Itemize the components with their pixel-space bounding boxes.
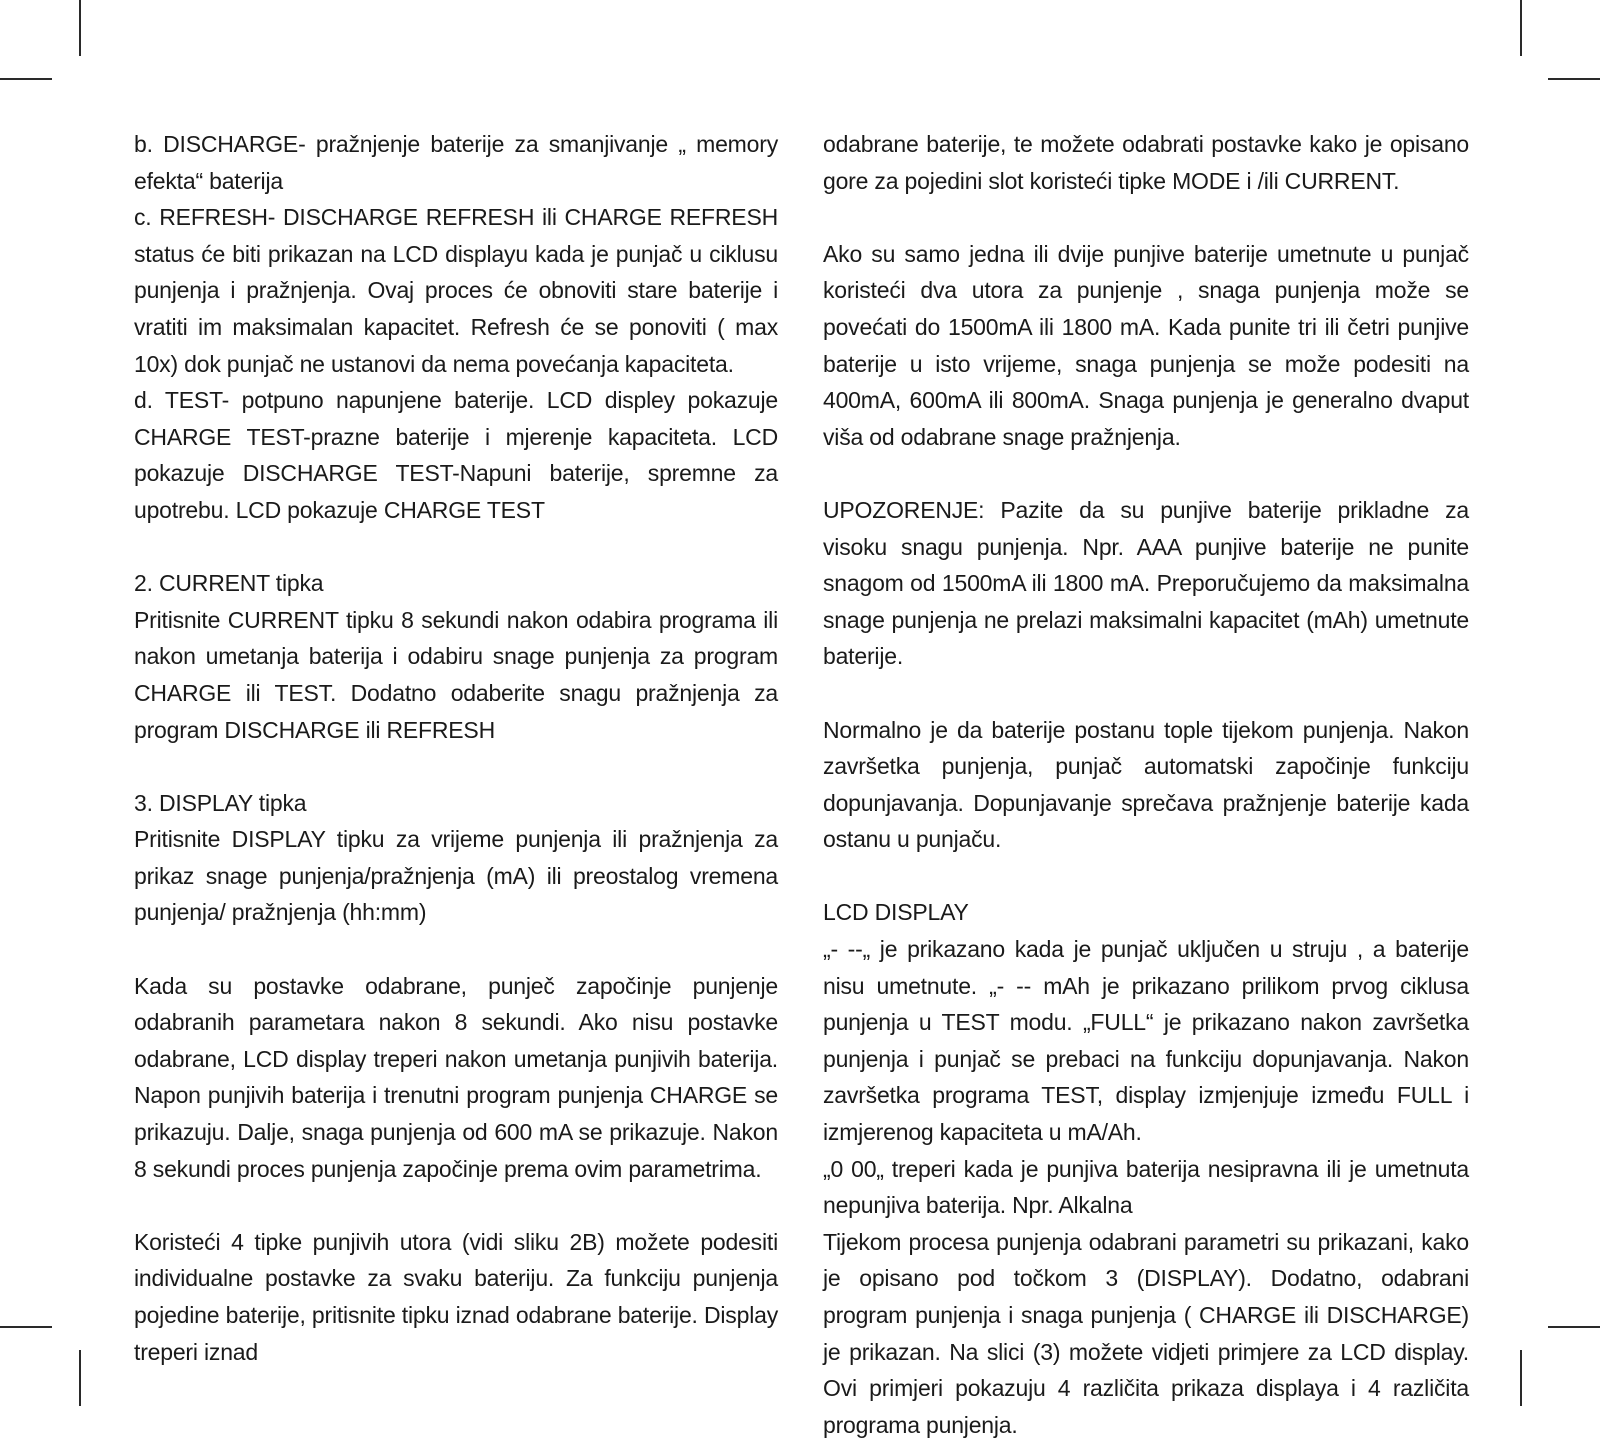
paragraph: Tijekom procesa punjenja odabrani parametri su prikazani, kako je opisano pod točkom 3 (DISPLAY). Dodatno, odabrani program punjenja i snaga punjenja ( CHARGE ili DISCHARGE) je prikazan. Na slici (3) možete vidjeti primjere za LCD display. Ovi primjeri pokazuju 4 različita prikaza displaya i 4 različita programa punjenja.: [823, 1228, 1469, 1438]
section-heading: 2. CURRENT tipka: [134, 570, 324, 597]
crop-mark-bottom-left-h: [0, 1326, 52, 1328]
paragraph: d. TEST- potpuno napunjene baterije. LCD displey pokazuje CHARGE TEST-prazne baterije i mjerenje kapaciteta. LCD pokazuje DISCHARGE TEST-Napuni baterije, spremne za upotrebu. LCD pokazuje CHARGE TEST: [134, 387, 778, 523]
crop-mark-bottom-right: [1520, 1350, 1522, 1406]
right-column: [823, 126, 1469, 1443]
paragraph: Normalno je da baterije postanu tople tijekom punjenja. Nakon završetka punjenja, punjač automatski započinje funkciju dopunjavanja. Dopunjavanje sprečava pražnjenje baterije kada ostanu u punjaču.: [823, 716, 1469, 853]
crop-mark-bottom-left: [79, 1350, 81, 1406]
paragraph: „- --„ je prikazano kada je punjač uključen u struju , a baterije nisu umetnute. „- -- mAh je prikazano prilikom prvog ciklusa punjenja u TEST modu. „FULL“ je prikazano nakon završetka punjenja i punjač se prebaci na funkciju dopunjavanja. Nakon završetka programa TEST, display izmjenjuje između FULL i izmjerenog kapaciteta u mA/Ah.: [823, 936, 1469, 1146]
warning-paragraph: UPOZORENJE: Pazite da su punjive baterije prikladne za visoku snagu punjenja. Npr. AAA punjive baterije ne punite snagom od 1500mA ili 1800 mA. Preporučujemo da maksimalna snage punjenja ne prelazi maksimalni kapacitet (mAh) umetnute baterije.: [823, 496, 1469, 670]
paragraph: c. REFRESH- DISCHARGE REFRESH ili CHARGE REFRESH status će biti prikazan na LCD displayu kada je punjač u ciklusu punjenja i pražnjenja. Ovaj proces će obnoviti stare baterije i vratiti im maksimalan kapacitet. Refresh će se ponoviti ( max 10x) dok punjač ne ustanovi da nema povećanja kapaciteta.: [134, 204, 778, 377]
section-heading: 3. DISPLAY tipka: [134, 789, 307, 816]
paragraph: b. DISCHARGE- pražnjenje baterije za smanjivanje „ memory efekta“ baterija: [134, 131, 778, 194]
left-column: [134, 126, 778, 1370]
crop-mark-bottom-right-h: [1548, 1326, 1600, 1328]
paragraph: „0 00„ treperi kada je punjiva baterija nesipravna ili je umetnuta nepunjiva baterija. Npr. Alkalna: [823, 1155, 1469, 1219]
paragraph: Koristeći 4 tipke punjivih utora (vidi sliku 2B) možete podesiti individualne postavke za svaku bateriju. Za funkciju punjenja pojedine baterije, pritisnite tipku iznad odabrane baterije. Display treperi iznad: [134, 1228, 778, 1365]
crop-mark-top-left: [79, 0, 81, 56]
crop-mark-top-right: [1520, 0, 1522, 56]
paragraph: odabrane baterije, te možete odabrati postavke kako je opisano gore za pojedini slot koristeći tipke MODE i /ili CURRENT.: [823, 131, 1469, 194]
paragraph: Pritisnite CURRENT tipku 8 sekundi nakon odabira programa ili nakon umetanja baterija i odabiru snage punjenja za program CHARGE ili TEST. Dodatno odaberite snagu pražnjenja za program DISCHARGE ili REFRESH: [134, 606, 778, 743]
crop-mark-top-left-h: [0, 78, 52, 80]
section-heading: LCD DISPLAY: [823, 899, 969, 926]
paragraph: Ako su samo jedna ili dvije punjive baterije umetnute u punjač koristeći dva utora za punjenje , snaga punjenja može se povećati do 1500mA ili 1800 mA. Kada punite tri ili četri punjive baterije u isto vrijeme, snaga punjenja se može podesiti na 400mA, 600mA ili 800mA. Snaga punjenja je generalno dvaput viša od odabrane snage pražnjenja.: [823, 240, 1469, 450]
paragraph: Pritisnite DISPLAY tipku za vrijeme punjenja ili pražnjenja za prikaz snage punjenja/pražnjenja (mA) ili preostalog vremena punjenja/ pražnjenja (hh:mm): [134, 826, 778, 926]
crop-mark-top-right-h: [1548, 78, 1600, 80]
paragraph: Kada su postavke odabrane, punječ započinje punjenje odabranih parametara nakon 8 sekundi. Ako nisu postavke odabrane, LCD display treperi nakon umetanja punjivih baterija. Napon punjivih baterija i trenutni program punjenja CHARGE se prikazuju. Dalje, snaga punjenja od 600 mA se prikazuje. Nakon 8 sekundi proces punjenja započinje prema ovim parametrima.: [134, 972, 778, 1182]
